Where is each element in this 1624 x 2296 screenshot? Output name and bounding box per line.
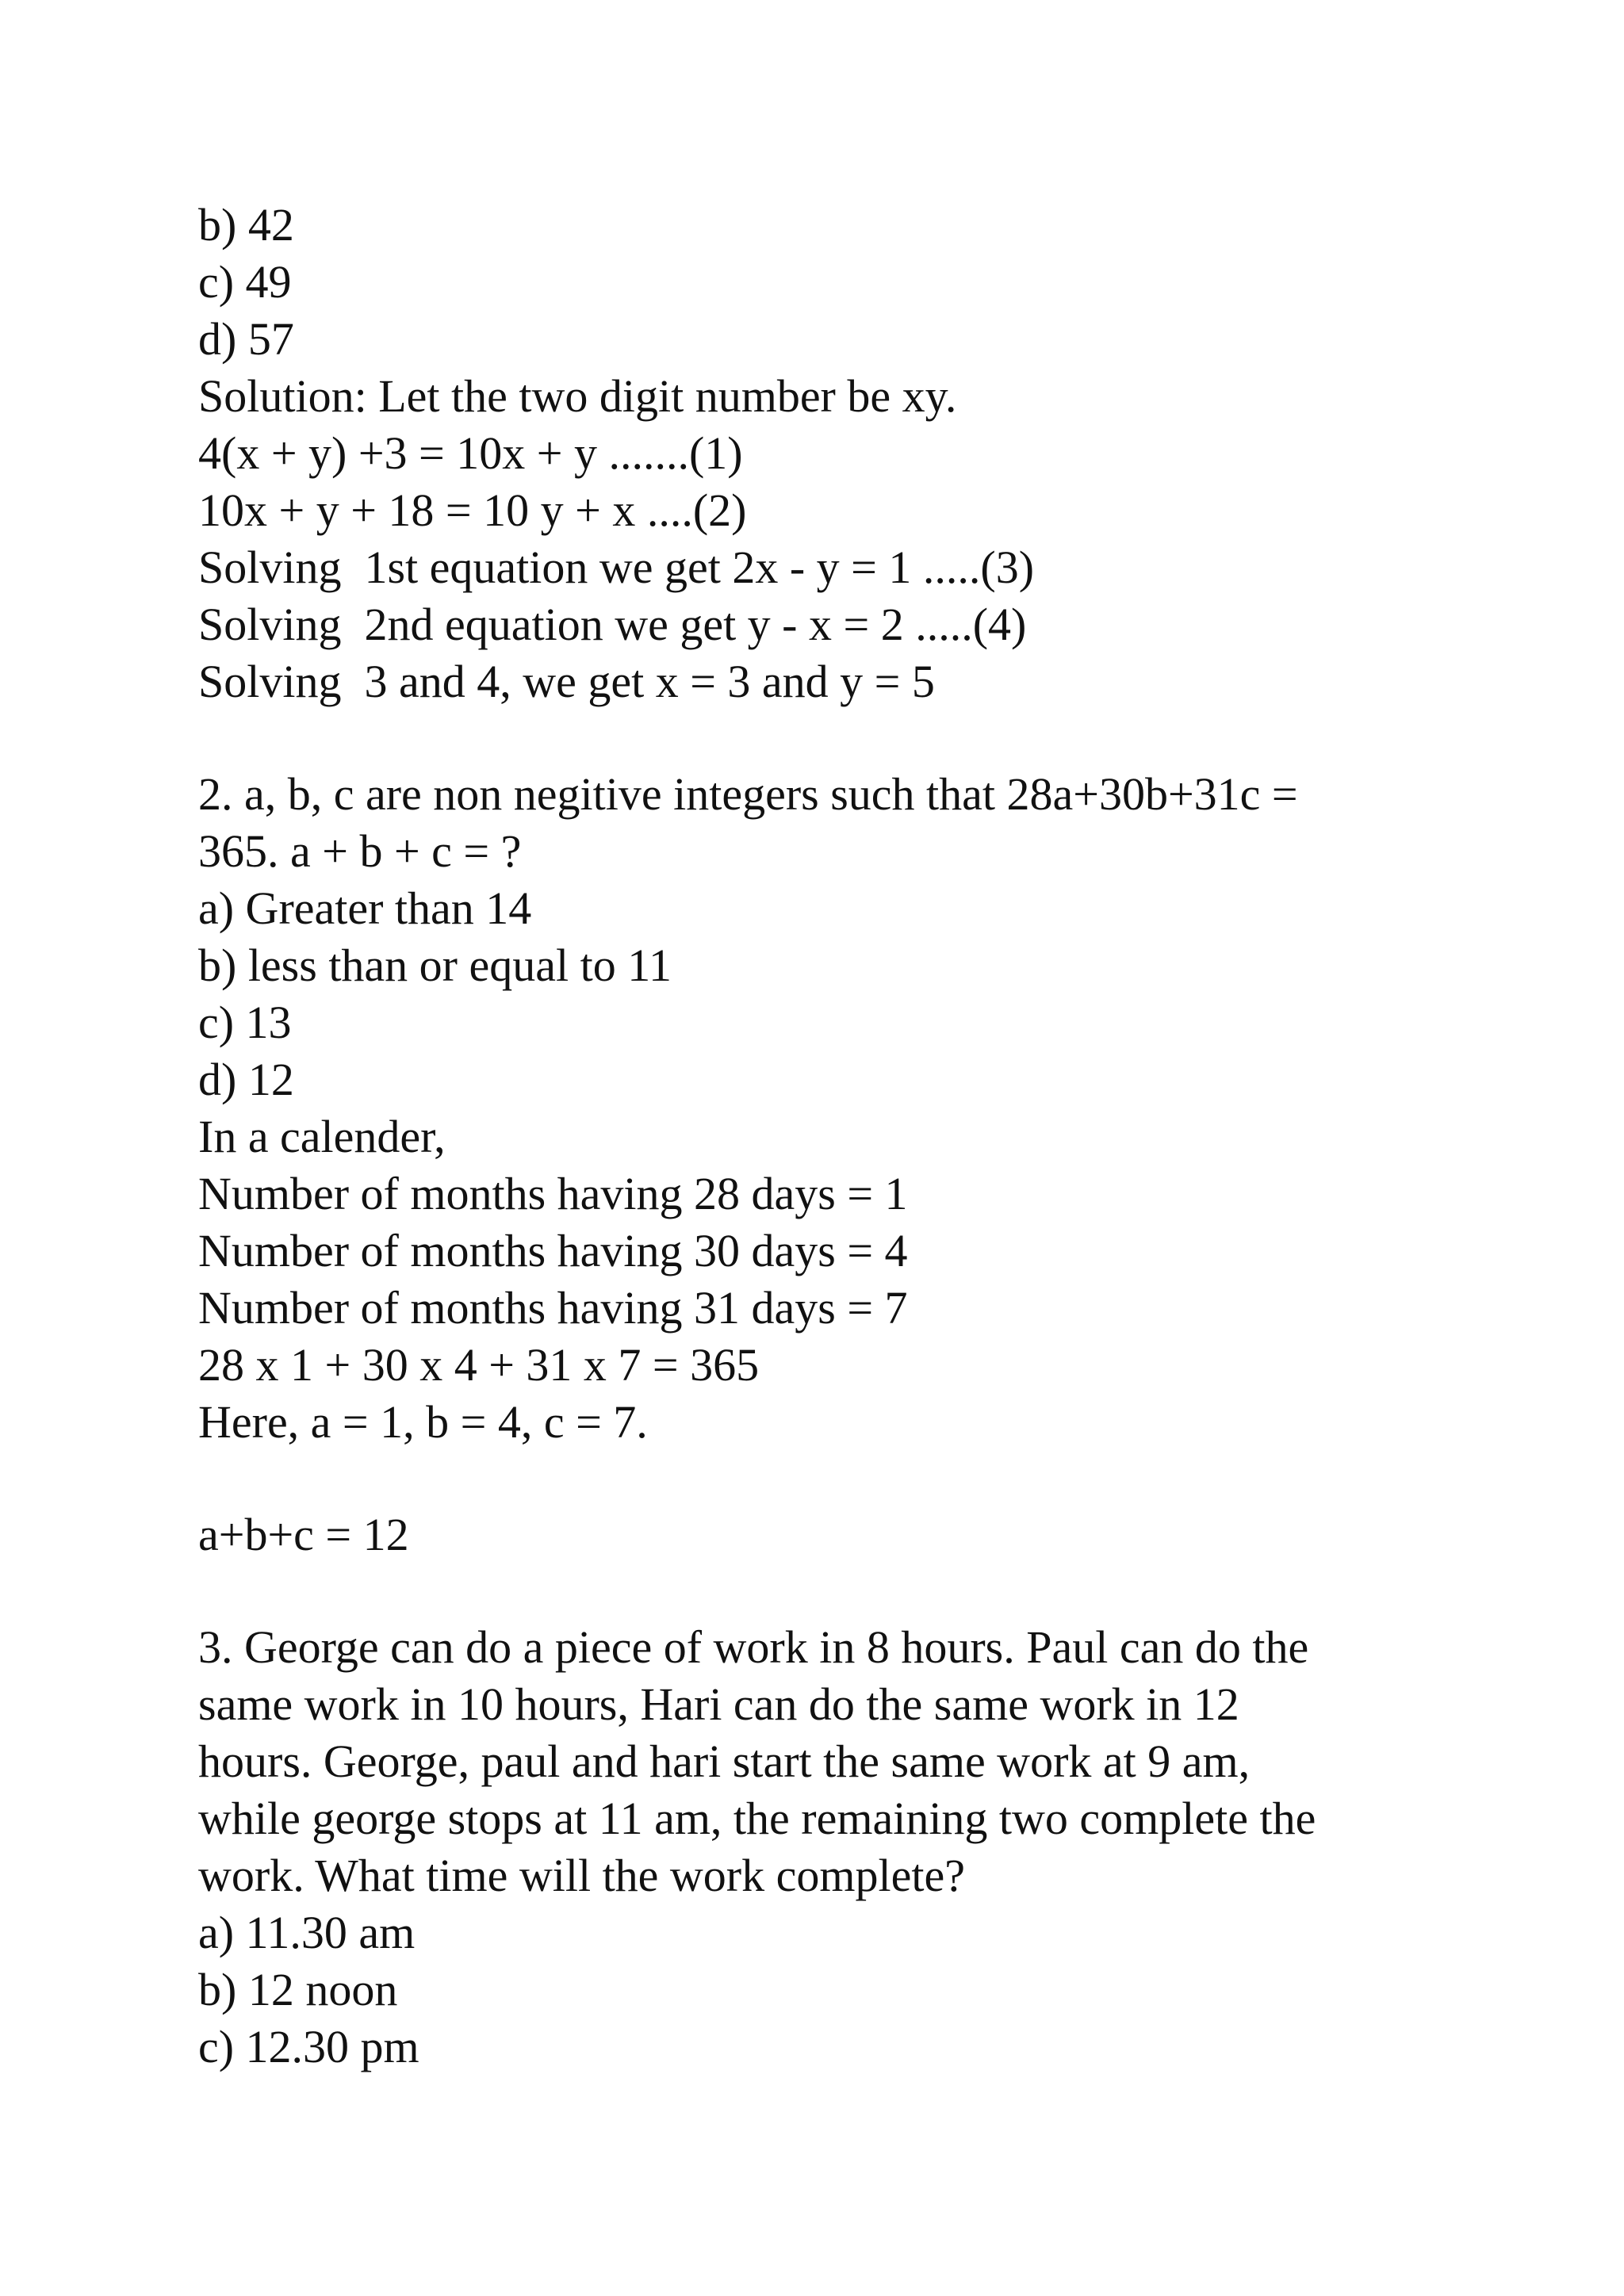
q3-question-line: same work in 10 hours, Hari can do the same work in 12 <box>198 1678 1239 1730</box>
q2-option-c: c) 13 <box>198 997 292 1048</box>
q2-solution-line: Number of months having 28 days = 1 <box>198 1168 908 1219</box>
q1-option-b: b) 42 <box>198 199 294 251</box>
q1-solution-line: Solving 1st equation we get 2x - y = 1 .....(3) <box>198 541 1035 593</box>
q1-solution-line: 10x + y + 18 = 10 y + x ....(2) <box>198 484 747 536</box>
q2-solution-line: Number of months having 31 days = 7 <box>198 1282 908 1334</box>
q1-option-d: d) 57 <box>198 313 294 365</box>
q3-question-line: hours. George, paul and hari start the same work at 9 am, <box>198 1735 1251 1787</box>
q1-solution-line: 4(x + y) +3 = 10x + y .......(1) <box>198 427 743 479</box>
q3-option-c: c) 12.30 pm <box>198 2021 419 2072</box>
q1-solution-line: Solving 3 and 4, we get x = 3 and y = 5 <box>198 656 935 707</box>
q1-solution-line: Solution: Let the two digit number be xy. <box>198 370 957 422</box>
q2-option-d: d) 12 <box>198 1054 294 1105</box>
q1-option-c: c) 49 <box>198 256 292 308</box>
q2-solution-line: Number of months having 30 days = 4 <box>198 1225 908 1276</box>
q3-option-b: b) 12 noon <box>198 1964 398 2015</box>
q2-question-line: 2. a, b, c are non negitive integers such that 28a+30b+31c = <box>198 768 1298 820</box>
q2-option-a: a) Greater than 14 <box>198 882 532 934</box>
q3-question-line: while george stops at 11 am, the remaining two complete the <box>198 1793 1316 1844</box>
q2-answer: a+b+c = 12 <box>198 1509 409 1560</box>
q2-solution-line: 28 x 1 + 30 x 4 + 31 x 7 = 365 <box>198 1339 760 1391</box>
q2-option-b: b) less than or equal to 11 <box>198 939 672 991</box>
q2-solution-line: In a calender, <box>198 1111 446 1162</box>
q2-solution-line: Here, a = 1, b = 4, c = 7. <box>198 1396 648 1448</box>
q2-question-line: 365. a + b + c = ? <box>198 825 522 877</box>
q1-solution-line: Solving 2nd equation we get y - x = 2 .....(4) <box>198 599 1027 650</box>
q3-question-line: work. What time will the work complete? <box>198 1850 965 1901</box>
q3-option-a: a) 11.30 am <box>198 1907 416 1958</box>
q3-question-line: 3. George can do a piece of work in 8 hours. Paul can do the <box>198 1621 1309 1673</box>
